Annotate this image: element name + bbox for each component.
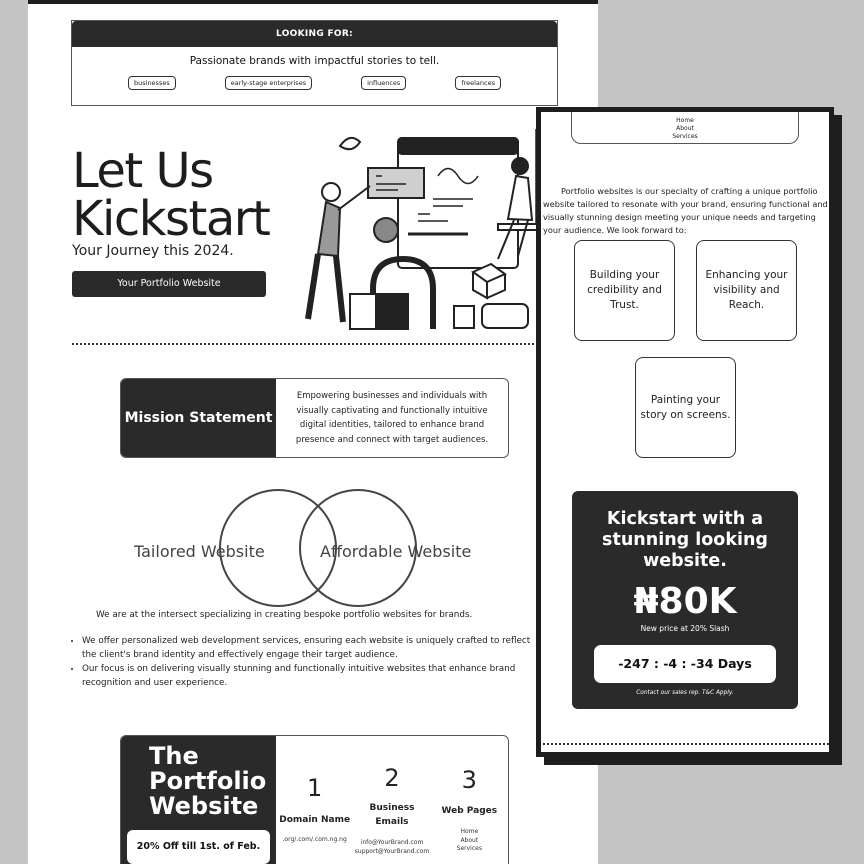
feature-pages <box>432 736 506 864</box>
plan-title-line3: Website <box>149 792 259 820</box>
benefit-card-credibility: Building your credibility and Trust. <box>574 240 675 341</box>
nav-services-link[interactable]: Services <box>672 133 698 140</box>
plan-features <box>276 736 508 864</box>
plan-title-line1: The <box>149 742 199 770</box>
hero-subtitle: Your Journey this 2024. <box>72 243 234 259</box>
feature-detail-line: About <box>460 836 479 844</box>
plan-title-panel <box>121 736 276 864</box>
feature-label: Domain Name <box>279 815 351 825</box>
feature-domain <box>278 736 352 864</box>
feature-label: Business Emails <box>369 803 415 827</box>
intro-text: Portfolio websites is our specialty of crafting a unique portfolio website tailored to resonate with your brand, ensuring functional and visually stunning design meeting your unique needs and targeting your audience. We look forward to: <box>543 186 828 235</box>
feature-detail-line: Services <box>456 845 482 852</box>
dotted-divider <box>543 743 829 745</box>
left-page <box>28 0 598 864</box>
hero-illustration <box>268 124 568 334</box>
looking-for-heading: LOOKING FOR: <box>72 21 557 47</box>
looking-for-subtitle: Passionate brands with impactful stories to tell. <box>189 55 440 67</box>
feature-detail <box>426 828 509 854</box>
countdown-timer: -247 : -4 : -34 Days <box>594 645 776 683</box>
right-page <box>536 107 834 757</box>
feature-number: 2 <box>384 764 400 792</box>
nav-home-link[interactable]: Home <box>676 117 694 124</box>
mission-label: Mission Statement <box>121 379 276 457</box>
bullet-list <box>72 634 542 690</box>
looking-for-box <box>71 20 558 106</box>
portfolio-website-button[interactable]: Your Portfolio Website <box>72 271 266 297</box>
intersect-text: We are at the intersect specializing in creating bespoke portfolio websites for brands. <box>96 610 473 620</box>
promo-title: Kickstart with a stunning looking website. <box>602 509 768 571</box>
tag-influences: influences <box>361 76 406 90</box>
mission-text: Empowering businesses and individuals with visually captivating and functionally intuitive digital identities, tailored to enhance brand presence and connect with target audiences. <box>295 391 489 445</box>
hero-title <box>72 143 270 247</box>
nav-about-link[interactable]: About <box>676 125 694 132</box>
plan-title <box>149 744 266 819</box>
feature-detail-line: support@YourBrand.com <box>354 847 430 855</box>
venn-right-label: Affordable Website <box>320 542 472 561</box>
dotted-divider <box>72 343 558 345</box>
looking-for-tags <box>72 76 557 90</box>
feature-emails <box>355 736 429 864</box>
feature-detail: .org/.com/.com.ng.ng <box>282 836 347 843</box>
benefit-card-visibility: Enhancing your visibility and Reach. <box>696 240 797 341</box>
plan-title-line2: Portfolio <box>149 767 267 795</box>
promo-contact: Contact our sales rep. T&C Apply. <box>636 690 734 696</box>
bullet-item: • We offer personalized web development services, ensuring each website is uniquely crafted to reflect the client's brand identity and effectively engage their target audience. <box>82 634 542 662</box>
promo-note: New price at 20% Slash <box>640 624 730 633</box>
tag-freelances: freelances <box>455 76 501 90</box>
feature-label: Web Pages <box>441 806 498 816</box>
mission-statement-card <box>120 378 509 458</box>
feature-number: 1 <box>307 774 323 802</box>
bullet-item: • Our focus is on delivering visually stunning and functionally intuitive websites that enhance brand recognition and user experience. <box>82 662 542 690</box>
hero-title-line1: Let Us <box>72 143 213 199</box>
tag-early-stage: early-stage enterprises <box>225 76 312 90</box>
plan-offer-button[interactable]: 20% Off till 1st. of Feb. <box>127 830 270 864</box>
tag-businesses: businesses <box>128 76 176 90</box>
portfolio-plan-card <box>120 735 509 864</box>
benefit-card-story: Painting your story on screens. <box>635 357 736 458</box>
promo-price: ₦80K <box>633 581 737 622</box>
feature-number: 3 <box>461 766 477 794</box>
venn-left-label: Tailored Website <box>134 542 265 561</box>
feature-detail-line: Home <box>460 828 479 835</box>
feature-detail-line: info@YourBrand.com <box>360 839 424 846</box>
feature-detail <box>349 839 435 856</box>
hero-title-line2: Kickstart <box>72 191 270 247</box>
promo-card <box>572 491 798 709</box>
nav-menu <box>571 107 799 144</box>
